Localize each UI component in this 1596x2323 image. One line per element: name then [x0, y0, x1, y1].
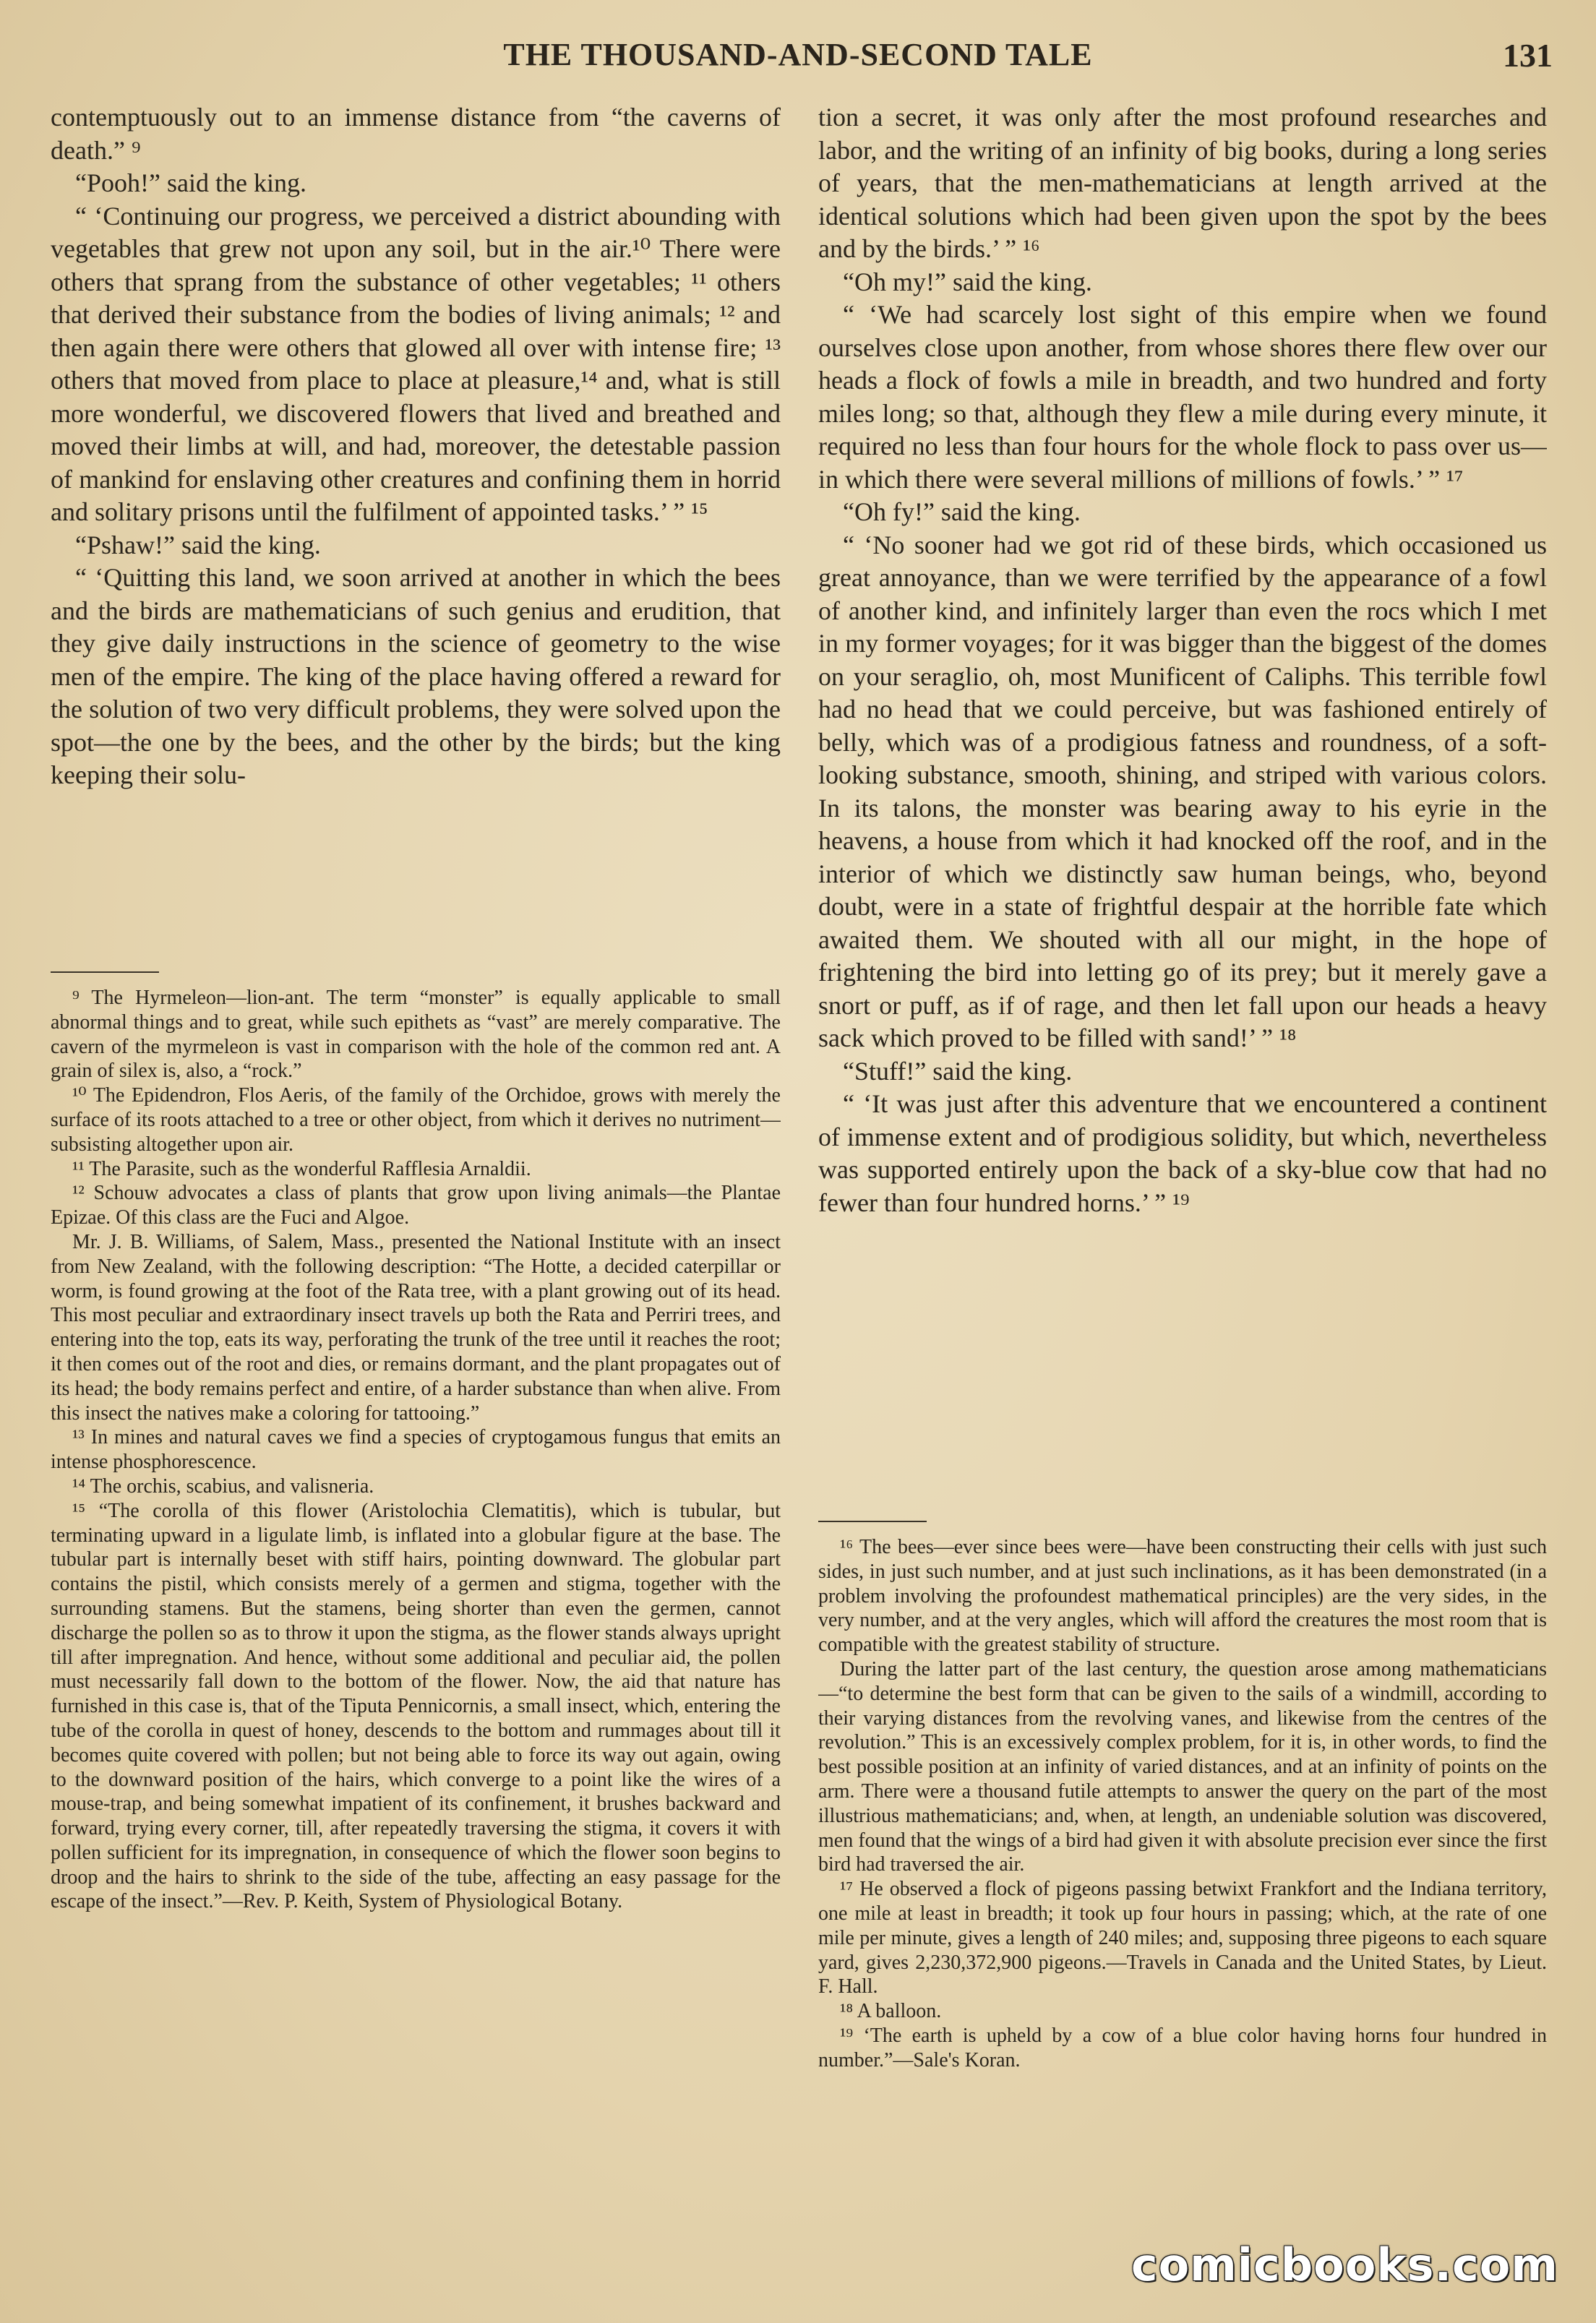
page-number: 131 — [1503, 37, 1553, 74]
page-header — [0, 36, 1596, 87]
body-paragraph: contemptuously out to an immense distance from “the caverns of death.” ⁹ — [51, 103, 781, 165]
footnote: ¹⁶ The bees—ever since bees were—have been constructing their cells with just such sides, in just such number, and at just such inclinations, as it has been demonstrated (in a problem involving the profoundest mathematical principles) are the very sides, in the very number, and at the very angles, which will afford the creatures the most room that is compatible with the greatest stability of structure. — [818, 1536, 1547, 1657]
footnote: ¹⁴ The orchis, scabius, and valisneria. — [72, 1474, 374, 1498]
left-column — [51, 101, 781, 2110]
footnote-rule — [818, 1521, 927, 1522]
body-paragraph: “Pooh!” said the king. — [75, 168, 306, 197]
footnote: Mr. J. B. Williams, of Salem, Mass., presented the National Institute with an insect from New Zealand, with the following description: “The Hotte, a decided caterpillar or worm, is found growing at the foot of the Rata tree, with a plant growing out of its head. This most peculiar and extraordinary insect travels up both the Rata and Perriri trees, and entering into the top, eats its way, perforating the trunk of the tree until it reaches the root; it then comes out of the root and dies, or remains dormant, and the plant propagates out of its head; the body remains perfect and entire, of a harder substance than when alive. From this insect the natives make a coloring for tattooing.” — [51, 1230, 781, 1425]
right-footnotes — [818, 1535, 1547, 2265]
body-paragraph: “ ‘Continuing our progress, we perceived a district abounding with vegetables that grew not upon any soil, but in the air.¹⁰ There were others that sprang from the substance of other vegetables; ¹¹ others that derived their substance from the bodies of living animals; ¹² and then again there were others that glowed all over with intense fire; ¹³ others that moved from place to place at pleasure,¹⁴ and, what is still more wonderful, we discovered flowers that lived and breathed and moved their limbs at will, and had, moreover, the detestable passion of mankind for enslaving other creatures and confining them in horrid and solitary prisons until the fulfilment of appointed tasks.’ ” ¹⁵ — [51, 201, 781, 526]
body-paragraph: “ ‘We had scarcely lost sight of this empire when we found ourselves close upon another, from whose shores there flew over our heads a flock of fowls a mile in breadth, and two hundred and forty miles long; so that, although they flew a mile during every minute, it required no less than four hours for the whole flock to pass over us—in which there were several millions of millions of fowls.’ ” ¹⁷ — [818, 300, 1547, 494]
body-paragraph: “Pshaw!” said the king. — [75, 530, 321, 559]
footnote: ¹² Schouw advocates a class of plants that grow upon living animals—the Plantae Epizae. Of this class are the Fuci and Algoe. — [51, 1182, 781, 1229]
footnote: During the latter part of the last century, the question arose among mathematicians—“to determine the best form that can be given to the sails of a windmill, according to their varying distances from the revolving vanes, and likewise from the centres of the revolution.” This is an excessively complex problem, for it is, in other words, to find the best possible position at an infinity of varied distances, and at an infinity of points on the arm. There were a thousand futile attempts to answer the query on the part of the most illustrious mathematicians; and, when, at length, an undeniable solution was discovered, men found that the wings of a bird had given it with absolute precision ever since the first bird had traversed the air. — [818, 1657, 1547, 1876]
running-title: THE THOUSAND-AND-SECOND TALE — [503, 37, 1093, 72]
footnote: ⁹ The Hyrmeleon—lion-ant. The term “monster” is equally applicable to small abnormal things and to great, while such epithets as “vast” are merely comparative. The cavern of the myrmeleon is vast in comparison with the hole of the common red ant. A grain of silex is, also, a “rock.” — [51, 987, 781, 1083]
watermark-logo: comicbooks.com — [1130, 2238, 1558, 2291]
footnote: ¹⁸ A balloon. — [840, 2000, 942, 2023]
footnote: ¹⁵ “The corolla of this flower (Aristolochia Clematitis), which is tubular, but terminating upward in a ligulate limb, is inflated into a globular figure at the base. The tubular part is internally beset with stiff hairs, pointing downward. The globular part contains the pistil, which consists merely of a germen and stigma, together with the surrounding stamens. But the stamens, being shorter than even the germen, cannot discharge the pollen so as to throw it upon the stigma, as the flower stands always upright till after impregnation. And hence, without some additional and peculiar aid, the pollen must necessarily fall down to the bottom of the flower. Now, the aid that nature has furnished in this case is, that of the Tiputa Pennicornis, a small insect, which, entering the tube of the corolla in quest of honey, descends to the bottom and rummages about till it becomes quite covered with pollen; but not being able to force its way out again, owing to the downward position of the hairs, which converge to a point like the wires of a mouse-trap, and being somewhat impatient of its confinement, it brushes backward and forward, trying every corner, till, after repeatedly traversing the stigma, it covers it with pollen sufficient for its impregnation, in consequence of which the flower soon begins to droop and the hairs to shrink to the side of the tube, affecting an easy passage for the escape of the insect.”—Rev. P. Keith, System of Physiological Botany. — [51, 1499, 781, 1913]
body-paragraph: tion a secret, it was only after the most profound researches and labor, and the writing of an infinity of big books, during a long series of years, that the men-mathematicians at length arrived at the identical solutions which had been given upon the spot by the bees and by the birds.’ ” ¹⁶ — [818, 103, 1547, 263]
footnote: ¹³ In mines and natural caves we find a species of cryptogamous fungus that emits an intense phosphorescence. — [51, 1426, 781, 1474]
right-column — [818, 101, 1547, 2265]
body-paragraph: “ ‘Quitting this land, we soon arrived at another in which the bees and the birds are mathematicians of such genius and erudition, that they give daily instructions in the science of geometry to the wise men of the empire. The king of the place having offered a reward for the solution of two very difficult problems, they were solved upon the spot—the one by the bees, and the other by the birds; but the king keeping their solu- — [51, 563, 781, 789]
left-body-text — [51, 101, 781, 947]
right-body-text — [818, 101, 1547, 1496]
body-paragraph: “ ‘It was just after this adventure that we encountered a continent of immense extent and of prodigious solidity, but which, nevertheless was supported entirely upon the back of a sky-blue cow that had no fewer than four hundred horns.’ ” ¹⁹ — [818, 1089, 1547, 1217]
footnote-rule — [51, 971, 159, 973]
footnote: ¹¹ The Parasite, such as the wonderful Rafflesia Arnaldii. — [72, 1157, 531, 1180]
body-paragraph: “Oh my!” said the king. — [843, 267, 1092, 296]
body-paragraph: “Oh fy!” said the king. — [843, 497, 1081, 526]
footnote: ¹⁰ The Epidendron, Flos Aeris, of the family of the Orchidoe, grows with merely the surface of its roots attached to a tree or other object, from which it derives no nutriment—subsisting altogether upon air. — [51, 1084, 781, 1156]
footnote: ¹⁷ He observed a flock of pigeons passing betwixt Frankfort and the Indiana territory, one mile at least in breadth; it took up four hours in passing; which, at the rate of one mile per minute, gives a length of 240 miles; and, supposing three pigeons to each square yard, gives 2,230,372,900 pigeons.—Travels in Canada and the United States, by Lieut. F. Hall. — [818, 1878, 1547, 1998]
left-footnotes — [51, 986, 781, 2110]
body-paragraph: “Stuff!” said the king. — [843, 1056, 1073, 1086]
footnote: ¹⁹ ‘The earth is upheld by a cow of a blue color having horns four hundred in number.”—Sale's Koran. — [818, 2024, 1547, 2071]
body-paragraph: “ ‘No sooner had we got rid of these birds, which occasioned us great annoyance, than we were terrified by the appearance of a fowl of another kind, and infinitely larger than even the rocs which I met in my former voyages; for it was bigger than the biggest of the domes on your seraglio, oh, most Munificent of Caliphs. This terrible fowl had no head that we could perceive, but was fashioned entirely of belly, which was of a prodigious fatness and roundness, of a soft-looking substance, smooth, shining, and striped with various colors. In its talons, the monster was bearing away to his eyrie in the heavens, a house from which it had knocked off the roof, and in the interior of which we distinctly saw human beings, who, beyond doubt, were in a state of frightful despair at the horrible fate which awaited them. We shouted with all our might, in the hope of frightening the bird into letting go of its prey; but it merely gave a snort or puff, as if of rage, and then let fall upon our heads a heavy sack which proved to be filled with sand!’ ” ¹⁸ — [818, 530, 1547, 1052]
